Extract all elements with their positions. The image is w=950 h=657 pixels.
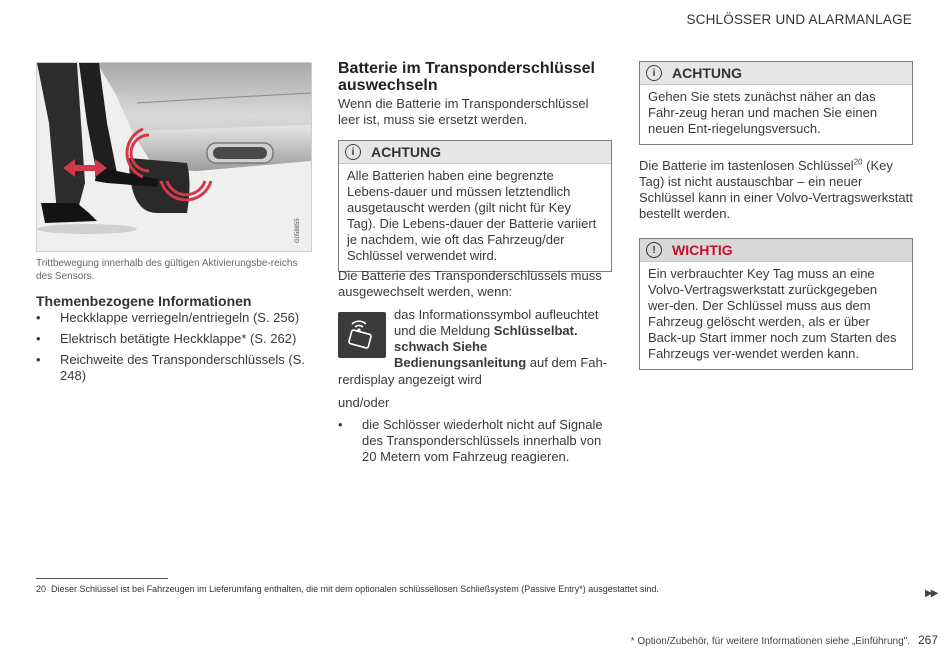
illustration-svg [37, 63, 311, 251]
symbol-text-after: auf dem Fah- [526, 355, 608, 370]
tailgate-foot-sensor-illustration [36, 62, 312, 252]
caution-header [339, 141, 611, 164]
keytag-text [639, 158, 914, 222]
related-info-list [36, 310, 316, 389]
conditions-list [338, 417, 608, 465]
footnote-number: 20 [36, 584, 47, 594]
running-header: SCHLÖSSER UND ALARMANLAGE [686, 12, 912, 27]
symbol-text-before: das Informationssymbol aufleuchtet und die Meldung [394, 307, 599, 338]
exclamation-circle-icon: ! [646, 242, 662, 258]
important-header [640, 239, 912, 262]
info-circle-icon: i [345, 144, 361, 160]
important-label: WICHTIG [672, 242, 733, 258]
related-link-heckklappe-verriegeln[interactable]: • Heckklappe verriegeln/entriegeln (S. 256) [36, 310, 316, 326]
important-text: Ein verbrauchter Key Tag muss an eine Volvo-Vertragswerkstatt zurückgegeben wer-den. Der Schlüssel muss aus dem Fahrzeug gelöscht werden, als er über Back-up Start immer noch zum Starten des Fahrzeugs ver-wendet werden kann. [648, 266, 897, 361]
caution-box-approach [639, 61, 913, 145]
footnote-text: Dieser Schlüssel ist bei Fahrzeugen im Lieferumfang enthalten, die mit dem optionalen schlüssellosen Schließsystem (Passive Entry*) ausgestattet sind. [51, 584, 659, 594]
replace-condition-text: Die Batterie des Transponderschlüssels muss ausgewechselt werden, wenn: [338, 268, 602, 299]
caution-text: Gehen Sie stets zunächst näher an das Fahr-zeug heran und machen Sie einen neuen Ent-riegelungsversuch. [648, 89, 878, 136]
image-code: G058855 [295, 218, 301, 243]
related-link-elektrische-heckklappe[interactable]: • Elektrisch betätigte Heckklappe* (S. 262) [36, 331, 316, 347]
footnote-ref[interactable]: 20 [853, 157, 863, 167]
footnote [36, 584, 659, 594]
figure-caption: Trittbewegung innerhalb des gültigen Aktivierungsbe-reichs des Sensors. [36, 258, 298, 282]
section-title: Batterie im Transponderschlüssel auswechseln [338, 60, 595, 94]
symbol-description [394, 307, 609, 371]
caution-label: ACHTUNG [371, 144, 441, 160]
intro-text: Wenn die Batterie im Transponderschlüssel leer ist, muss sie ersetzt werden. [338, 96, 589, 127]
keytag-text-after: (Key Tag) ist nicht austauschbar – ein neuer Schlüssel kann in einer Volvo-Vertragswerkstatt bestellt werden. [639, 158, 913, 221]
page-number: 267 [917, 633, 938, 647]
caution-label: ACHTUNG [672, 65, 742, 81]
info-circle-icon: i [646, 65, 662, 81]
footnote-divider [36, 578, 168, 579]
or-text: und/oder [338, 395, 390, 410]
option-note: * Option/Zubehör, für weitere Informationen siehe „Einführung". [630, 636, 910, 647]
display-message: Schlüsselbat. schwach Siehe Bedienungsanleitung [394, 323, 578, 370]
caution-header [640, 62, 912, 85]
condition-item: • die Schlösser wiederholt nicht auf Signale des Transponderschlüssels innerhalb von 20 Metern vom Fahrzeug reagieren. [338, 417, 608, 465]
caution-text: Alle Batterien haben eine begrenzte Lebens-dauer und müssen letztendlich ausgetauscht werden (gilt nicht für Key Tag). Die Lebens-dauer der Batterie variiert je nachdem, wie oft das Fahrzeug/der Schlüssel verwendet wird. [347, 168, 597, 263]
page-footer [631, 633, 938, 647]
important-box [639, 238, 913, 370]
related-link-reichweite[interactable]: • Reichweite des Transponderschlüssels (S. 248) [36, 352, 316, 384]
symbol-text-continuation: rerdisplay angezeigt wird [338, 372, 482, 387]
related-info-heading: Themenbezogene Informationen [36, 293, 252, 309]
keytag-text-before: Die Batterie im tastenlosen Schlüssel [639, 158, 854, 173]
caution-box-battery-life [338, 140, 612, 272]
key-battery-symbol-icon [338, 312, 386, 358]
continue-arrows-icon: ▶▶ [925, 588, 937, 599]
